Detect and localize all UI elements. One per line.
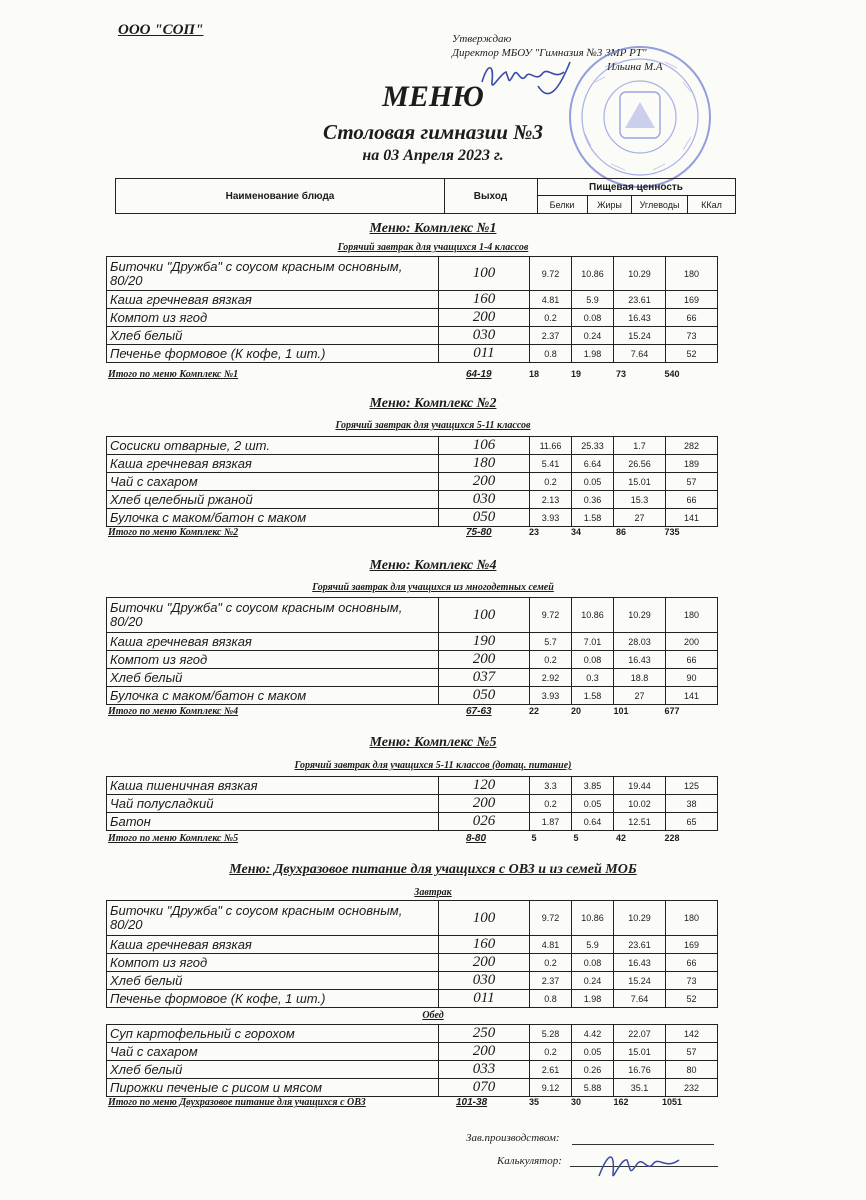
section-subtitle: Горячий завтрак для учащихся 5-11 классов (дотац. питание)	[294, 760, 572, 771]
production-manager-line	[572, 1144, 714, 1145]
dish-name: Булочка с маком/батон с маком	[107, 687, 439, 705]
table-row	[107, 669, 718, 687]
production-manager-label: Зав.производством:	[466, 1132, 560, 1144]
dish-carbs: 15.01	[614, 473, 666, 491]
dish-name: Биточки "Дружба" с соусом красным основным, 80/20	[107, 257, 439, 291]
total-z: 5	[573, 833, 579, 843]
calculator-label: Калькулятор:	[497, 1155, 562, 1167]
dish-proteins: 5.7	[530, 633, 572, 651]
dish-kcal: 282	[666, 437, 718, 455]
total-u: 73	[615, 369, 626, 379]
dish-kcal: 66	[666, 954, 718, 972]
table-row	[107, 936, 718, 954]
table-row	[107, 455, 718, 473]
menu-table	[106, 436, 718, 527]
dish-kcal: 66	[666, 651, 718, 669]
dish-name: Компот из ягод	[107, 954, 439, 972]
dish-name: Биточки "Дружба" с соусом красным основным, 80/20	[107, 901, 439, 936]
dish-name: Чай полусладкий	[107, 795, 439, 813]
dish-fats: 0.08	[572, 651, 614, 669]
dish-kcal: 125	[666, 777, 718, 795]
dish-kcal: 73	[666, 327, 718, 345]
page-title: МЕНЮ	[382, 80, 484, 113]
dish-output: 037	[439, 669, 530, 687]
dish-carbs: 18.8	[614, 669, 666, 687]
dish-carbs: 12.51	[614, 813, 666, 831]
dish-output: 026	[439, 813, 530, 831]
dish-name: Сосиски отварные, 2 шт.	[107, 437, 439, 455]
total-u: 42	[615, 833, 626, 843]
dish-carbs: 23.61	[614, 291, 666, 309]
total-output: 101-38	[456, 1097, 488, 1108]
dish-carbs: 7.64	[614, 990, 666, 1008]
section-subtitle: Горячий завтрак для учащихся из многодетных семей	[312, 582, 554, 593]
dish-proteins: 0.8	[530, 990, 572, 1008]
dish-name: Каша гречневая вязкая	[107, 936, 439, 954]
section-subtitle-lunch: Обед	[422, 1010, 444, 1021]
dish-proteins: 0.2	[530, 954, 572, 972]
table-row	[107, 257, 718, 291]
dish-name: Компот из ягод	[107, 309, 439, 327]
dish-carbs: 27	[614, 687, 666, 705]
dish-proteins: 9.12	[530, 1079, 572, 1097]
dish-carbs: 10.29	[614, 598, 666, 633]
dish-output: 050	[439, 509, 530, 527]
dish-fats: 7.01	[572, 633, 614, 651]
section-title: Меню: Комплекс №5	[369, 735, 497, 750]
dish-fats: 0.64	[572, 813, 614, 831]
dish-output: 200	[439, 954, 530, 972]
dish-kcal: 232	[666, 1079, 718, 1097]
organization-name: ООО "СОП"	[118, 22, 204, 38]
dish-fats: 1.58	[572, 509, 614, 527]
dish-proteins: 5.41	[530, 455, 572, 473]
section-title: Меню: Двухразовое питание для учащихся с ОВЗ и из семей МОБ	[229, 862, 637, 877]
dish-proteins: 9.72	[530, 901, 572, 936]
dish-kcal: 38	[666, 795, 718, 813]
dish-carbs: 28.03	[614, 633, 666, 651]
dish-carbs: 22.07	[614, 1025, 666, 1043]
dish-fats: 5.9	[572, 291, 614, 309]
dish-output: 200	[439, 795, 530, 813]
table-row	[107, 687, 718, 705]
dish-output: 200	[439, 651, 530, 669]
total-z: 20	[570, 706, 581, 716]
dish-carbs: 15.3	[614, 491, 666, 509]
table-row	[107, 795, 718, 813]
dish-proteins: 0.2	[530, 795, 572, 813]
total-output: 8-80	[466, 833, 487, 844]
dish-name: Компот из ягод	[107, 651, 439, 669]
dish-name: Хлеб белый	[107, 327, 439, 345]
dish-output: 180	[439, 455, 530, 473]
dish-proteins: 3.93	[530, 687, 572, 705]
dish-carbs: 15.01	[614, 1043, 666, 1061]
table-row	[107, 972, 718, 990]
dish-kcal: 180	[666, 901, 718, 936]
header-proteins: Белки	[537, 196, 588, 213]
total-b: 23	[528, 527, 539, 537]
total-label: Итого по меню Комплекс №4	[108, 706, 239, 717]
dish-name: Каша гречневая вязкая	[107, 291, 439, 309]
header-dish-name: Наименование блюда	[116, 179, 445, 213]
dish-proteins: 4.81	[530, 291, 572, 309]
dish-proteins: 2.92	[530, 669, 572, 687]
dish-proteins: 3.93	[530, 509, 572, 527]
dish-carbs: 10.29	[614, 257, 666, 291]
dish-fats: 5.88	[572, 1079, 614, 1097]
approval-line-3: Ильина М.А	[607, 61, 663, 73]
dish-fats: 25.33	[572, 437, 614, 455]
dish-kcal: 200	[666, 633, 718, 651]
dish-fats: 3.85	[572, 777, 614, 795]
dish-name: Пирожки печеные с рисом и мясом	[107, 1079, 439, 1097]
total-b: 35	[528, 1097, 539, 1107]
dish-output: 011	[439, 345, 530, 363]
dish-output: 120	[439, 777, 530, 795]
section-title: Меню: Комплекс №2	[369, 396, 497, 411]
table-row	[107, 327, 718, 345]
approval-line-1: Утверждаю	[452, 33, 512, 45]
dish-proteins: 0.2	[530, 309, 572, 327]
total-output: 64-19	[466, 369, 492, 380]
table-row	[107, 598, 718, 633]
dish-output: 030	[439, 327, 530, 345]
dish-name: Печенье формовое (К кофе, 1 шт.)	[107, 990, 439, 1008]
table-row	[107, 1043, 718, 1061]
dish-proteins: 0.2	[530, 651, 572, 669]
dish-fats: 10.86	[572, 901, 614, 936]
dish-proteins: 5.28	[530, 1025, 572, 1043]
table-row	[107, 651, 718, 669]
dish-proteins: 1.87	[530, 813, 572, 831]
dish-proteins: 0.2	[530, 1043, 572, 1061]
table-row	[107, 291, 718, 309]
dish-output: 030	[439, 491, 530, 509]
dish-output: 200	[439, 1043, 530, 1061]
dish-kcal: 169	[666, 291, 718, 309]
dish-fats: 1.98	[572, 345, 614, 363]
table-row	[107, 901, 718, 936]
dish-name: Печенье формовое (К кофе, 1 шт.)	[107, 345, 439, 363]
dish-carbs: 15.24	[614, 972, 666, 990]
table-row	[107, 813, 718, 831]
dish-output: 100	[439, 598, 530, 633]
dish-kcal: 169	[666, 936, 718, 954]
total-z: 30	[570, 1097, 581, 1107]
dish-carbs: 10.29	[614, 901, 666, 936]
menu-table	[106, 256, 718, 363]
dish-proteins: 4.81	[530, 936, 572, 954]
dish-output: 033	[439, 1061, 530, 1079]
dish-name: Булочка с маком/батон с маком	[107, 509, 439, 527]
menu-table	[106, 776, 718, 831]
dish-kcal: 57	[666, 473, 718, 491]
dish-fats: 0.05	[572, 473, 614, 491]
dish-carbs: 15.24	[614, 327, 666, 345]
dish-name: Хлеб целебный ржаной	[107, 491, 439, 509]
dish-name: Батон	[107, 813, 439, 831]
total-label: Итого по меню Двухразовое питание для учащихся с ОВЗ	[108, 1097, 366, 1108]
total-output: 67-63	[466, 706, 492, 717]
dish-output: 190	[439, 633, 530, 651]
dish-fats: 6.64	[572, 455, 614, 473]
menu-table	[106, 1024, 718, 1097]
dish-kcal: 73	[666, 972, 718, 990]
dish-name: Хлеб белый	[107, 669, 439, 687]
dish-carbs: 16.76	[614, 1061, 666, 1079]
dish-kcal: 141	[666, 687, 718, 705]
table-row	[107, 954, 718, 972]
dish-fats: 0.24	[572, 972, 614, 990]
dish-kcal: 180	[666, 257, 718, 291]
dish-carbs: 10.02	[614, 795, 666, 813]
dish-proteins: 2.37	[530, 327, 572, 345]
header-fats: Жиры	[588, 196, 632, 213]
total-k: 735	[664, 527, 680, 537]
total-label: Итого по меню Комплекс №5	[108, 833, 239, 844]
dish-name: Чай с сахаром	[107, 473, 439, 491]
dish-proteins: 11.66	[530, 437, 572, 455]
dish-output: 200	[439, 473, 530, 491]
dish-carbs: 16.43	[614, 651, 666, 669]
total-label: Итого по меню Комплекс №2	[108, 527, 239, 538]
section-title: Меню: Комплекс №1	[369, 221, 497, 236]
dish-name: Каша гречневая вязкая	[107, 455, 439, 473]
dish-carbs: 7.64	[614, 345, 666, 363]
dish-kcal: 52	[666, 345, 718, 363]
section-subtitle: Горячий завтрак для учащихся 5-11 классов	[335, 420, 531, 431]
dish-fats: 5.9	[572, 936, 614, 954]
dish-output: 106	[439, 437, 530, 455]
table-row	[107, 1061, 718, 1079]
dish-fats: 10.86	[572, 598, 614, 633]
menu-date: на 03 Апреля 2023 г.	[362, 147, 504, 164]
dish-name: Хлеб белый	[107, 1061, 439, 1079]
total-u: 162	[613, 1097, 629, 1107]
header-nutrition: Пищевая ценность	[537, 179, 735, 196]
dish-output: 050	[439, 687, 530, 705]
dish-fats: 0.24	[572, 327, 614, 345]
dish-kcal: 66	[666, 309, 718, 327]
total-u: 86	[615, 527, 626, 537]
section-subtitle: Завтрак	[414, 887, 452, 898]
total-label: Итого по меню Комплекс №1	[108, 369, 239, 380]
dish-proteins: 9.72	[530, 257, 572, 291]
header-kcal: ККал	[701, 199, 722, 210]
dish-carbs: 1.7	[614, 437, 666, 455]
dish-output: 160	[439, 936, 530, 954]
dish-proteins: 0.2	[530, 473, 572, 491]
dish-name: Чай с сахаром	[107, 1043, 439, 1061]
calculator-signature-icon	[595, 1146, 685, 1186]
table-row	[107, 509, 718, 527]
total-k: 540	[664, 369, 680, 379]
dish-output: 070	[439, 1079, 530, 1097]
table-row	[107, 1025, 718, 1043]
page-subtitle: Столовая гимназии №3	[323, 120, 543, 144]
dish-carbs: 35.1	[614, 1079, 666, 1097]
dish-carbs: 27	[614, 509, 666, 527]
dish-proteins: 9.72	[530, 598, 572, 633]
menu-table	[106, 900, 718, 1008]
dish-carbs: 23.61	[614, 936, 666, 954]
dish-proteins: 3.3	[530, 777, 572, 795]
total-k: 228	[664, 833, 680, 843]
dish-fats: 0.3	[572, 669, 614, 687]
dish-kcal: 189	[666, 455, 718, 473]
dish-output: 200	[439, 309, 530, 327]
dish-carbs: 16.43	[614, 954, 666, 972]
table-row	[107, 491, 718, 509]
dish-name: Хлеб белый	[107, 972, 439, 990]
dish-output: 011	[439, 990, 530, 1008]
total-output: 75-80	[466, 527, 492, 538]
dish-name: Биточки "Дружба" с соусом красным основным, 80/20	[107, 598, 439, 633]
table-row	[107, 309, 718, 327]
dish-fats: 4.42	[572, 1025, 614, 1043]
menu-table	[106, 597, 718, 705]
dish-output: 250	[439, 1025, 530, 1043]
dish-kcal: 66	[666, 491, 718, 509]
dish-proteins: 0.8	[530, 345, 572, 363]
table-row	[107, 345, 718, 363]
dish-name: Каша пшеничная вязкая	[107, 777, 439, 795]
dish-fats: 0.05	[572, 795, 614, 813]
total-b: 22	[528, 706, 539, 716]
table-header	[115, 178, 736, 214]
dish-proteins: 2.61	[530, 1061, 572, 1079]
dish-carbs: 19.44	[614, 777, 666, 795]
total-k: 1051	[661, 1097, 683, 1107]
total-z: 34	[570, 527, 581, 537]
dish-kcal: 141	[666, 509, 718, 527]
dish-fats: 0.36	[572, 491, 614, 509]
table-row	[107, 473, 718, 491]
approval-line-2: Директор МБОУ "Гимназия №3 ЗМР РТ"	[452, 47, 647, 59]
dish-kcal: 65	[666, 813, 718, 831]
dish-fats: 10.86	[572, 257, 614, 291]
dish-kcal: 180	[666, 598, 718, 633]
dish-output: 100	[439, 257, 530, 291]
dish-proteins: 2.37	[530, 972, 572, 990]
dish-output: 100	[439, 901, 530, 936]
table-row	[107, 1079, 718, 1097]
total-u: 101	[613, 706, 629, 716]
header-output: Выход	[444, 179, 538, 213]
dish-output: 160	[439, 291, 530, 309]
section-title: Меню: Комплекс №4	[369, 558, 497, 573]
dish-carbs: 16.43	[614, 309, 666, 327]
table-row	[107, 990, 718, 1008]
table-row	[107, 777, 718, 795]
total-b: 18	[528, 369, 539, 379]
dish-name: Каша гречневая вязкая	[107, 633, 439, 651]
header-carbs: Углеводы	[632, 196, 688, 213]
dish-proteins: 2.13	[530, 491, 572, 509]
dish-fats: 1.98	[572, 990, 614, 1008]
table-row	[107, 633, 718, 651]
dish-kcal: 57	[666, 1043, 718, 1061]
dish-fats: 0.26	[572, 1061, 614, 1079]
total-z: 19	[570, 369, 581, 379]
dish-kcal: 80	[666, 1061, 718, 1079]
dish-name: Суп картофельный с горохом	[107, 1025, 439, 1043]
dish-carbs: 26.56	[614, 455, 666, 473]
total-k: 677	[664, 706, 680, 716]
dish-fats: 0.08	[572, 954, 614, 972]
dish-output: 030	[439, 972, 530, 990]
dish-fats: 0.08	[572, 309, 614, 327]
table-row	[107, 437, 718, 455]
dish-kcal: 90	[666, 669, 718, 687]
dish-kcal: 52	[666, 990, 718, 1008]
dish-fats: 1.58	[572, 687, 614, 705]
official-stamp-icon	[565, 42, 715, 192]
dish-kcal: 142	[666, 1025, 718, 1043]
total-b: 5	[531, 833, 537, 843]
dish-fats: 0.05	[572, 1043, 614, 1061]
section-subtitle: Горячий завтрак для учащихся 1-4 классов	[337, 242, 529, 253]
